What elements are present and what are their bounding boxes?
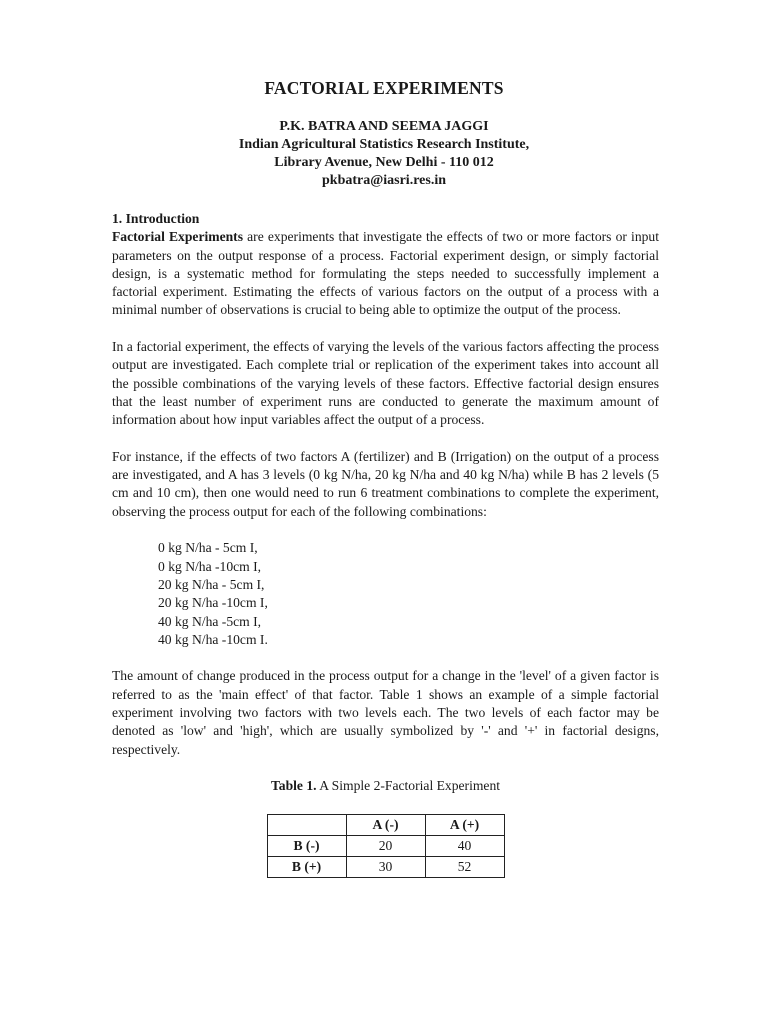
- treatment-combination-list: [158, 539, 659, 649]
- intro-paragraph-4: The amount of change produced in the process output for a change in the 'level' of a given factor is referred to as the 'main effect' of that factor. Table 1 shows an example of a simple factorial experiment involving two factors with two levels each. The two levels of each factor may be denoted as 'low' and 'high', which are usually symbolized by '-' and '+' in factorial designs, respectively.: [112, 668, 659, 757]
- author-block: [0, 118, 768, 190]
- table-corner-cell: [267, 814, 346, 835]
- list-item: 0 kg N/ha -10cm I,: [158, 558, 262, 574]
- intro-paragraph-1: [112, 228, 659, 319]
- bold-term: Factorial Experiments: [112, 229, 243, 245]
- table-label: Table 1.: [270, 778, 317, 794]
- list-item: 40 kg N/ha -10cm I.: [158, 631, 268, 647]
- list-item: 40 kg N/ha -5cm I,: [158, 613, 262, 629]
- paper-title: FACTORIAL EXPERIMENTS: [264, 78, 504, 98]
- row-header: B (-): [267, 835, 346, 856]
- section-heading-introduction: 1. Introduction: [112, 211, 200, 226]
- column-header: A (+): [425, 814, 504, 835]
- factorial-table: [267, 814, 505, 878]
- table-row: [267, 856, 504, 877]
- table-header-row: [267, 814, 504, 835]
- paragraph-text: are experiments that investigate the effects of two or more factors or input parameters on the output response of a process. Factorial experiment design, or simply factorial design, is a systematic method for formulating the steps needed to successfully implement a factorial experiment. Estimating the effects of various factors on the output of a process with a minimal number of observations is crucial to being able to optimize the output of the process.: [112, 229, 659, 318]
- table-cell: 20: [346, 835, 425, 856]
- institute-address: Library Avenue, New Delhi - 110 012: [274, 155, 494, 170]
- column-header: A (-): [346, 814, 425, 835]
- table-cell: 30: [346, 856, 425, 877]
- list-item: 20 kg N/ha -10cm I,: [158, 595, 268, 611]
- row-header: B (+): [267, 856, 346, 877]
- author-email[interactable]: pkbatra@iasri.res.in: [322, 173, 446, 188]
- list-item: 20 kg N/ha - 5cm I,: [158, 576, 265, 592]
- author-names: P.K. BATRA AND SEEMA JAGGI: [279, 119, 489, 134]
- intro-paragraph-2: In a factorial experiment, the effects of varying the levels of the various factors affecting the process output are investigated. Each complete trial or replication of the experiment takes into account all the possible combinations of the varying levels of these factors. Effective factorial design ensures that the least number of experiment runs are conducted to generate the maximum amount of information about how input variables affect the output of a process.: [112, 339, 659, 428]
- table-title: A Simple 2-Factorial Experiment: [316, 778, 501, 794]
- table-cell: 40: [425, 835, 504, 856]
- table-cell: 52: [425, 856, 504, 877]
- table-row: [267, 835, 504, 856]
- table-caption: [112, 777, 659, 795]
- institute-name: Indian Agricultural Statistics Research Institute,: [238, 137, 530, 152]
- list-item: 0 kg N/ha - 5cm I,: [158, 540, 258, 556]
- paper-body: [112, 210, 659, 878]
- intro-paragraph-3: For instance, if the effects of two factors A (fertilizer) and B (Irrigation) on the output of a process are investigated, and A has 3 levels (0 kg N/ha, 20 kg N/ha and 40 kg N/ha) while B has 2 levels (5 cm and 10 cm), then one would need to run 6 treatment combinations to complete the experiment, observing the process output for each of the following combinations:: [112, 448, 659, 519]
